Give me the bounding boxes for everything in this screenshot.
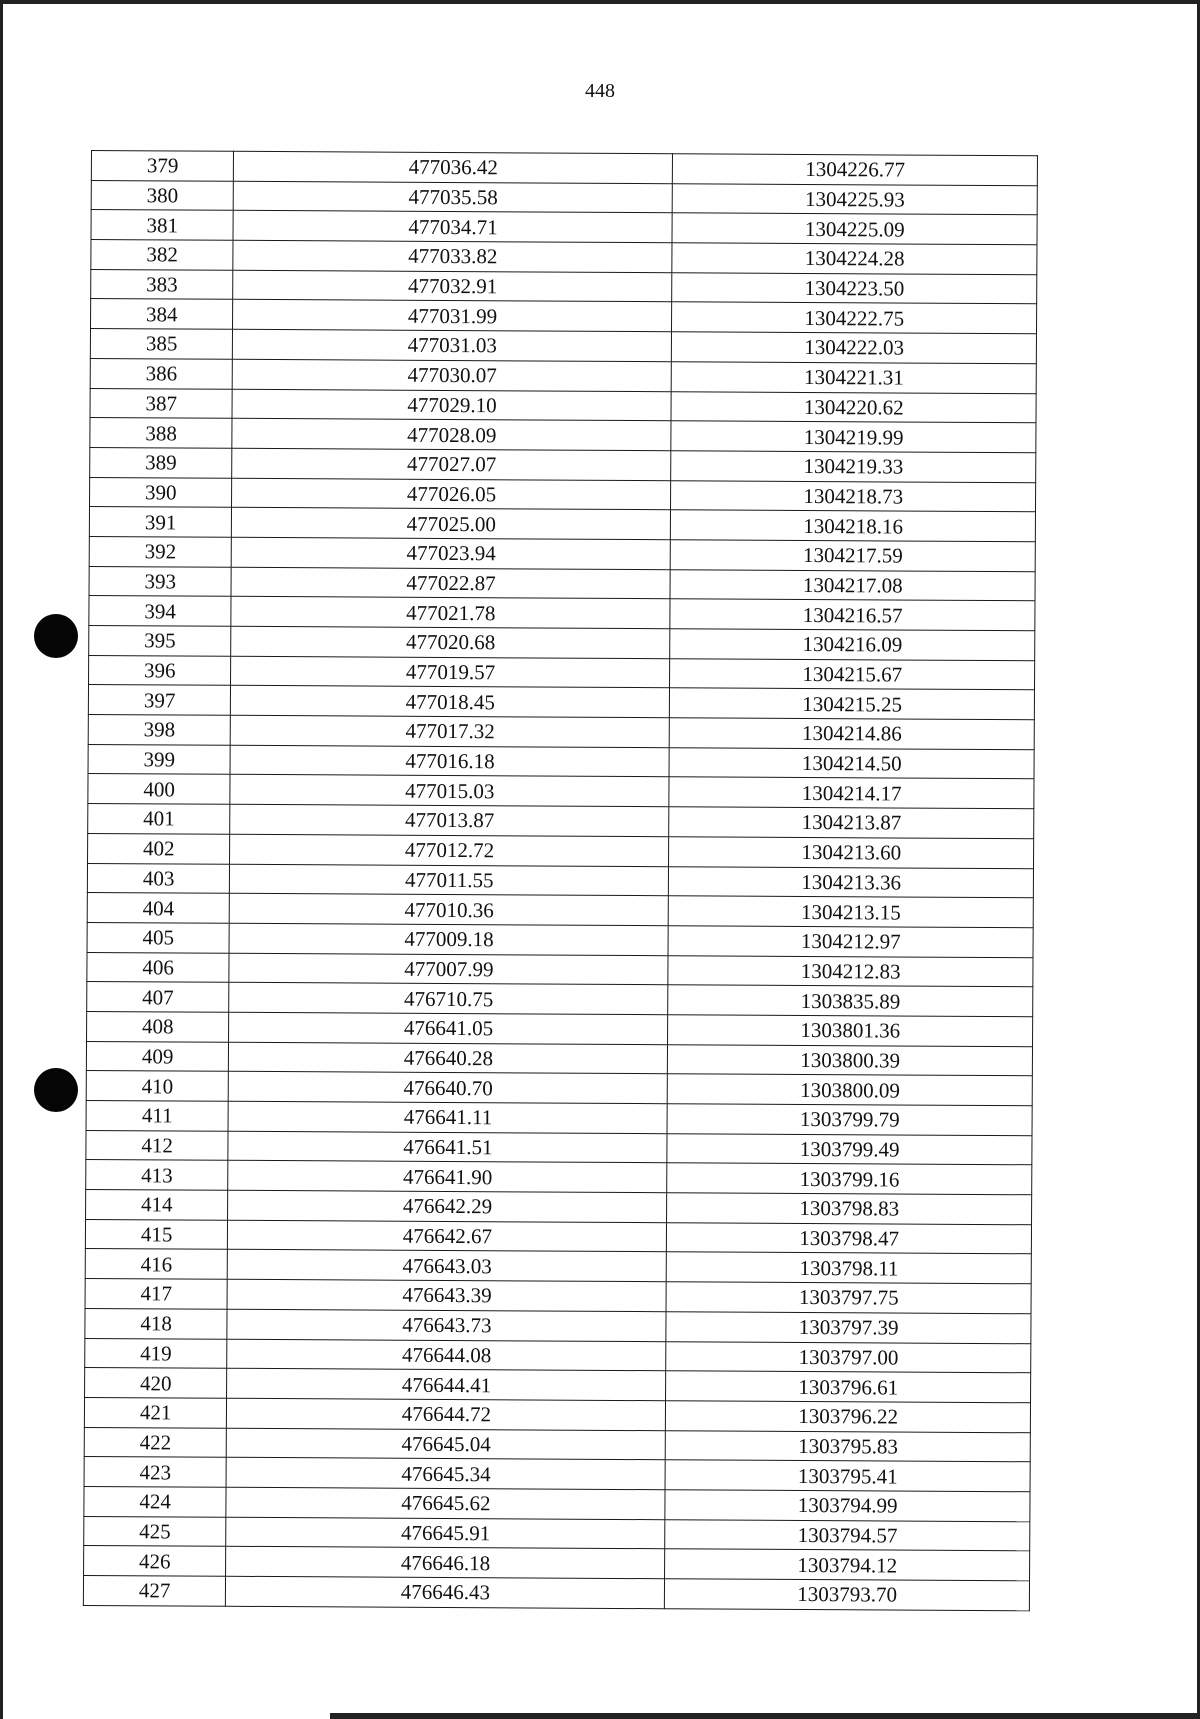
x-coordinate-cell: 476644.72 [227,1398,666,1430]
x-coordinate-cell: 476645.34 [226,1458,665,1490]
point-number-cell: 415 [85,1219,228,1249]
y-coordinate-cell: 1303800.39 [668,1044,1033,1076]
point-number-cell: 381 [91,210,234,240]
y-coordinate-cell: 1304222.03 [672,332,1037,364]
point-number-cell: 387 [90,388,233,418]
x-coordinate-cell: 476646.43 [226,1576,665,1608]
y-coordinate-cell: 1304213.60 [669,837,1034,869]
point-number-cell: 427 [83,1575,226,1605]
x-coordinate-cell: 477032.91 [233,270,672,302]
x-coordinate-cell: 476641.51 [228,1131,667,1163]
point-number-cell: 401 [88,804,231,834]
x-coordinate-cell: 477021.78 [231,597,670,629]
punch-hole-lower [34,1068,78,1112]
x-coordinate-cell: 476642.29 [228,1190,667,1222]
x-coordinate-cell: 477031.03 [233,329,672,361]
point-number-cell: 393 [89,566,232,596]
point-number-cell: 385 [90,329,233,359]
point-number-cell: 410 [86,1071,229,1101]
point-number-cell: 390 [90,477,233,507]
point-number-cell: 414 [86,1190,229,1220]
point-number-cell: 424 [84,1486,227,1516]
point-number-cell: 413 [86,1160,229,1190]
x-coordinate-cell: 477009.18 [229,923,668,955]
point-number-cell: 389 [90,447,233,477]
y-coordinate-cell: 1304212.83 [668,955,1033,987]
y-coordinate-cell: 1304222.75 [672,302,1037,334]
x-coordinate-cell: 476643.39 [227,1279,666,1311]
point-number-cell: 382 [91,240,234,270]
point-number-cell: 411 [86,1100,229,1130]
point-number-cell: 386 [90,358,233,388]
x-coordinate-cell: 477023.94 [232,537,671,569]
x-coordinate-cell: 477020.68 [231,626,670,658]
x-coordinate-cell: 477012.72 [230,834,669,866]
point-number-cell: 394 [89,596,232,626]
point-number-cell: 399 [88,744,231,774]
table-row [83,1575,1029,1610]
y-coordinate-cell: 1304225.09 [672,213,1037,245]
x-coordinate-cell: 477027.07 [232,448,671,480]
point-number-cell: 422 [84,1427,227,1457]
point-number-cell: 388 [90,418,233,448]
y-coordinate-cell: 1304223.50 [672,272,1037,304]
punch-hole-upper [34,614,78,658]
y-coordinate-cell: 1304226.77 [673,154,1038,186]
x-coordinate-cell: 477019.57 [231,656,670,688]
x-coordinate-cell: 476644.41 [227,1368,666,1400]
point-number-cell: 420 [85,1368,228,1398]
y-coordinate-cell: 1303799.49 [667,1133,1032,1165]
point-number-cell: 395 [89,625,232,655]
x-coordinate-cell: 477028.09 [232,418,671,450]
x-coordinate-cell: 477007.99 [229,953,668,985]
x-coordinate-cell: 477025.00 [232,508,671,540]
point-number-cell: 405 [87,922,230,952]
y-coordinate-cell: 1304218.73 [671,480,1036,512]
y-coordinate-cell: 1303795.41 [665,1460,1030,1492]
x-coordinate-cell: 476643.73 [227,1309,666,1341]
x-coordinate-cell: 477015.03 [230,775,669,807]
y-coordinate-cell: 1303797.00 [666,1341,1031,1373]
x-coordinate-cell: 476645.91 [226,1517,665,1549]
y-coordinate-cell: 1303799.79 [667,1104,1032,1136]
x-coordinate-cell: 477026.05 [232,478,671,510]
page-number: 448 [585,80,615,102]
y-coordinate-cell: 1304216.57 [670,599,1035,631]
x-coordinate-cell: 477031.99 [233,300,672,332]
point-number-cell: 392 [89,536,232,566]
point-number-cell: 402 [88,833,231,863]
x-coordinate-cell: 476644.08 [227,1339,666,1371]
point-number-cell: 404 [87,893,230,923]
point-number-cell: 383 [91,269,234,299]
point-number-cell: 396 [89,655,232,685]
point-number-cell: 408 [87,1011,230,1041]
y-coordinate-cell: 1303794.99 [665,1490,1030,1522]
y-coordinate-cell: 1304217.08 [670,569,1035,601]
y-coordinate-cell: 1303797.39 [666,1312,1031,1344]
point-number-cell: 384 [91,299,234,329]
y-coordinate-cell: 1303801.36 [668,1015,1033,1047]
y-coordinate-cell: 1304215.25 [670,688,1035,720]
y-coordinate-cell: 1303796.61 [666,1371,1031,1403]
x-coordinate-cell: 477033.82 [233,240,672,272]
y-coordinate-cell: 1304216.09 [670,629,1035,661]
x-coordinate-cell: 476646.18 [226,1547,665,1579]
coordinates-table [83,150,1038,1611]
y-coordinate-cell: 1304225.93 [673,183,1038,215]
x-coordinate-cell: 476645.04 [227,1428,666,1460]
y-coordinate-cell: 1304214.86 [670,718,1035,750]
y-coordinate-cell: 1304219.33 [671,451,1036,483]
y-coordinate-cell: 1303797.75 [666,1282,1031,1314]
point-number-cell: 407 [87,982,230,1012]
y-coordinate-cell: 1303799.16 [667,1163,1032,1195]
point-number-cell: 400 [88,774,231,804]
y-coordinate-cell: 1304218.16 [671,510,1036,542]
x-coordinate-cell: 477010.36 [230,893,669,925]
y-coordinate-cell: 1304214.17 [669,777,1034,809]
point-number-cell: 421 [84,1397,227,1427]
y-coordinate-cell: 1304215.67 [670,658,1035,690]
x-coordinate-cell: 476641.90 [228,1161,667,1193]
y-coordinate-cell: 1304221.31 [672,362,1037,394]
point-number-cell: 426 [84,1546,227,1576]
x-coordinate-cell: 477011.55 [230,864,669,896]
y-coordinate-cell: 1304224.28 [672,243,1037,275]
y-coordinate-cell: 1303793.70 [665,1579,1030,1611]
x-coordinate-cell: 477034.71 [233,211,672,243]
y-coordinate-cell: 1303794.12 [665,1549,1030,1581]
scan-bottom-edge [330,1713,1200,1719]
y-coordinate-cell: 1304212.97 [668,926,1033,958]
point-number-cell: 425 [84,1516,227,1546]
point-number-cell: 418 [85,1308,228,1338]
point-number-cell: 397 [88,685,231,715]
x-coordinate-cell: 477029.10 [232,389,671,421]
x-coordinate-cell: 477018.45 [231,686,670,718]
point-number-cell: 403 [87,863,230,893]
y-coordinate-cell: 1304213.15 [669,896,1034,928]
y-coordinate-cell: 1304213.87 [669,807,1034,839]
x-coordinate-cell: 476640.70 [229,1072,668,1104]
point-number-cell: 380 [91,180,234,210]
y-coordinate-cell: 1304220.62 [671,391,1036,423]
x-coordinate-cell: 477022.87 [231,567,670,599]
point-number-cell: 412 [86,1130,229,1160]
y-coordinate-cell: 1303800.09 [668,1074,1033,1106]
point-number-cell: 391 [89,507,232,537]
point-number-cell: 416 [85,1249,228,1279]
y-coordinate-cell: 1303798.11 [667,1252,1032,1284]
x-coordinate-cell: 477035.58 [234,181,673,213]
y-coordinate-cell: 1304219.99 [671,421,1036,453]
x-coordinate-cell: 476641.11 [228,1101,667,1133]
x-coordinate-cell: 476640.28 [229,1042,668,1074]
y-coordinate-cell: 1303796.22 [666,1401,1031,1433]
point-number-cell: 379 [91,151,234,181]
y-coordinate-cell: 1303798.83 [667,1193,1032,1225]
x-coordinate-cell: 477030.07 [233,359,672,391]
x-coordinate-cell: 476645.62 [226,1487,665,1519]
y-coordinate-cell: 1304213.36 [669,866,1034,898]
point-number-cell: 423 [84,1457,227,1487]
y-coordinate-cell: 1304217.59 [671,540,1036,572]
x-coordinate-cell: 476710.75 [229,983,668,1015]
y-coordinate-cell: 1303835.89 [668,985,1033,1017]
x-coordinate-cell: 476641.05 [229,1012,668,1044]
x-coordinate-cell: 476643.03 [228,1250,667,1282]
x-coordinate-cell: 477036.42 [234,151,673,183]
point-number-cell: 406 [87,952,230,982]
coordinates-table-body [83,151,1037,1611]
x-coordinate-cell: 477016.18 [230,745,669,777]
x-coordinate-cell: 477013.87 [230,804,669,836]
point-number-cell: 417 [85,1279,228,1309]
x-coordinate-cell: 476642.67 [228,1220,667,1252]
point-number-cell: 419 [85,1338,228,1368]
point-number-cell: 398 [88,715,231,745]
point-number-cell: 409 [86,1041,229,1071]
y-coordinate-cell: 1304214.50 [669,747,1034,779]
x-coordinate-cell: 477017.32 [231,715,670,747]
y-coordinate-cell: 1303794.57 [665,1519,1030,1551]
y-coordinate-cell: 1303798.47 [667,1222,1032,1254]
y-coordinate-cell: 1303795.83 [666,1430,1031,1462]
